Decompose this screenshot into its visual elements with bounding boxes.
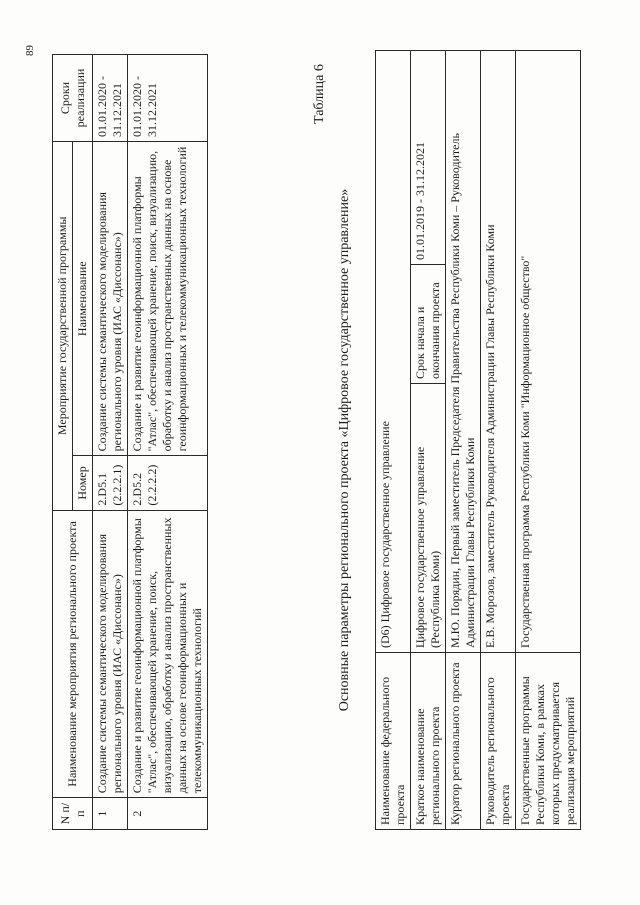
events-table — [52, 54, 208, 830]
col-name-header: Наименование — [73, 142, 93, 456]
project-parameters-table — [375, 50, 581, 830]
col-num-header: N п/п — [53, 798, 93, 830]
federal-project-label: Наименование федерального проекта — [376, 653, 411, 830]
head-label: Руководитель регионального проекта — [481, 653, 516, 830]
page-number: 89 — [24, 45, 36, 56]
section-title: Основные параметры регионального проекта «Цифровое государственное управление» — [337, 188, 352, 712]
program-event-name-cell: Создание и развитие геоинформационной платформы "Атлас", обеспечивающей хранение, поиск, визуализацию, обработку и анализ пространственных данных на основе геоинформационных и телекоммуникационных технологий — [128, 142, 208, 456]
col-number-header: Номер — [73, 456, 93, 510]
event-name-cell: Создание системы семантического моделирования регионального уровня (ИАС «Диссонанс») — [93, 510, 128, 798]
table-row — [93, 55, 128, 830]
curator-label: Куратор регионального проекта — [446, 653, 481, 830]
dates-cell: 01.01.2020 - 31.12.2021 — [128, 55, 208, 142]
col-dates-header: Сроки реализации — [53, 55, 93, 142]
event-code-cell: 2.D5.2 (2.2.2.2) — [128, 456, 208, 510]
param-row — [481, 51, 516, 830]
table-label: Таблица 6 — [312, 64, 327, 124]
row-number: 2 — [128, 798, 208, 830]
program-event-name-cell: Создание системы семантического моделирования регионального уровня (ИАС «Диссонанс») — [93, 142, 128, 456]
curator-value: М.Ю. Порядин, Первый заместитель Председателя Правительства Республики Коми – Руководитель Администрации Главы Республики Коми — [446, 51, 481, 653]
federal-project-value: (D6) Цифровое государственное управление — [376, 51, 411, 653]
short-name-label: Краткое наименование регионального проекта — [411, 653, 446, 830]
short-name-value: Цифровое государственное управление (Республика Коми) — [411, 384, 446, 653]
col-event-name-header: Наименование мероприятия регионального проекта — [53, 510, 93, 798]
col-program-event-header: Мероприятие государственной программы — [53, 142, 73, 511]
param-row — [411, 51, 446, 830]
event-name-cell: Создание и развитие геоинформационной платформы "Атлас", обеспечивающей хранение, поиск, визуализацию, обработку и анализ пространственных данных на основе геоинформационных и телекоммуникационных технологий — [128, 510, 208, 798]
table-row — [128, 55, 208, 830]
event-code-cell: 2.D5.1 (2.2.2.1) — [93, 456, 128, 510]
programs-label: Государственные программы Республики Коми, в рамках которых предусматривается реализация мероприятий — [516, 653, 581, 830]
term-value: 01.01.2019 - 31.12.2021 — [411, 51, 446, 265]
dates-cell: 01.01.2020 - 31.12.2021 — [93, 55, 128, 142]
term-label: Срок начала и окончания проекта — [411, 265, 446, 384]
param-row — [446, 51, 481, 830]
programs-value: Государственная программа Республики Коми "Информационное общество" — [516, 51, 581, 653]
param-row — [516, 51, 581, 830]
row-number: 1 — [93, 798, 128, 830]
param-row — [376, 51, 411, 830]
table-header-row — [53, 55, 73, 830]
head-value: Е.В. Морозов, заместитель Руководителя Администрации Главы Республики Коми — [481, 51, 516, 653]
